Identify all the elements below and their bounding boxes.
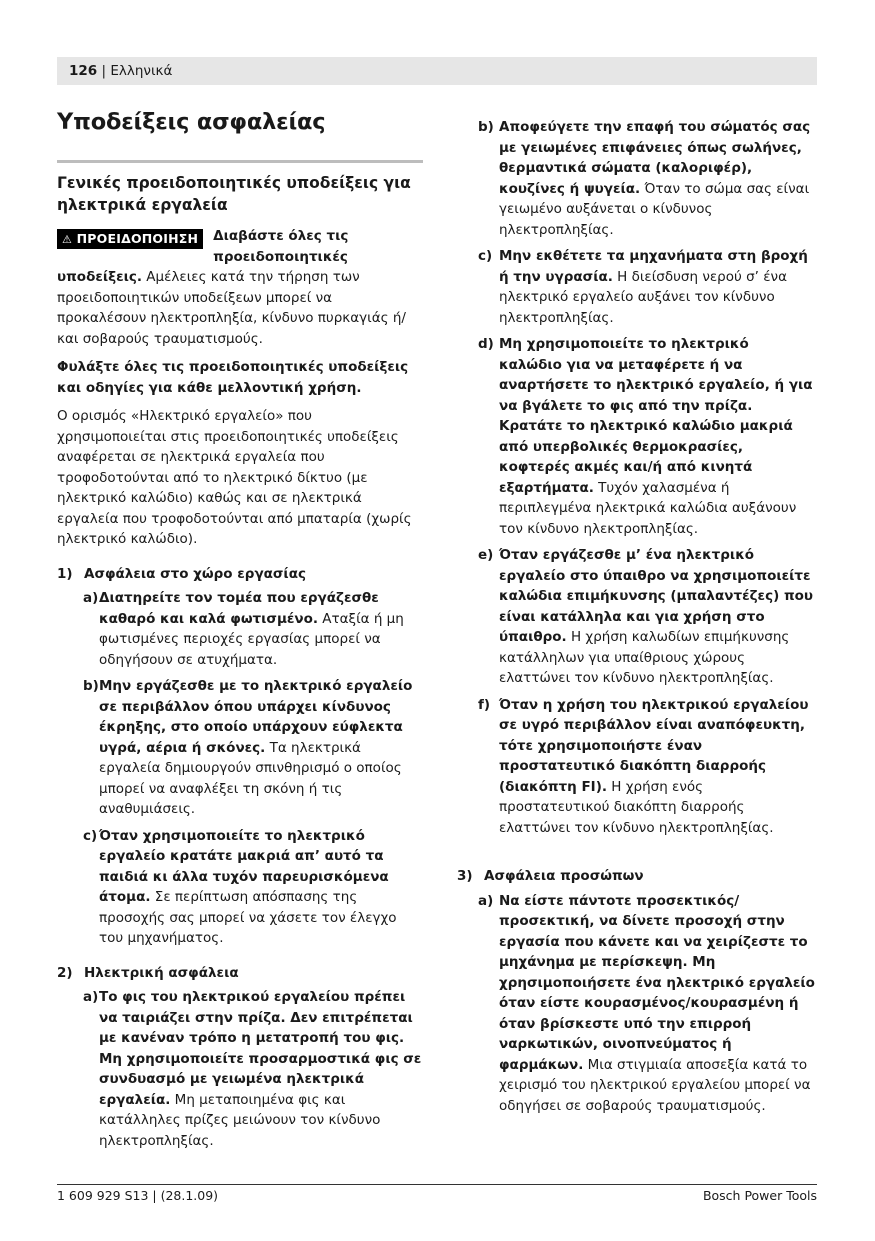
footer-doc-code: 1 609 929 S13 | (28.1.09) (57, 1188, 219, 1203)
item-letter: b) (83, 678, 99, 695)
item-letter: a) (478, 892, 494, 909)
warning-bold: Διαβάστε όλες τις προειδοποιητικές υποδείξεις. (57, 228, 349, 286)
footer-brand: Bosch Power Tools (702, 1188, 817, 1203)
definition-paragraph: Ο ορισμός «Ηλεκτρικό εργαλείο» που χρησιμοποιείται στις προειδοποιητικές υποδείξεις αναφέρεται σε ηλεκτρικά εργαλεία που τροφοδοτούνται από το ηλεκτρικό δίκτυο (με ηλεκτρικό καλώδιο) καθώς και σε ηλεκτρικά εργαλεία που τροφοδοτούνται από μπαταρία (χωρίς ηλεκτρικό καλώδιο). (57, 408, 412, 548)
item-bold-text: Μην εργάζεσθε με το ηλεκτρικό εργαλείο σε περιβάλλον όπου υπάρχει κίνδυνος έκρηξης, στο οποίο υπάρχουν εύφλεκτα υγρά, αέρια ή σκόνες. (99, 678, 413, 756)
warning-badge (57, 229, 203, 249)
item-letter: d) (478, 336, 494, 352)
item-letter: a) (83, 590, 99, 607)
left-column (57, 110, 423, 1157)
item-bold-text: Όταν εργάζεσθε μ’ ένα ηλεκτρικό εργαλείο στο ύπαιθρο να χρησιμοποιείτε καλώδια επιμήκυνσης (μπαλαντέζες) που είναι κατάλληλα και για χρήση στο ύπαιθρο. (499, 547, 814, 645)
section-1-heading: 1) Ασφάλεια στο χώρο εργασίας (57, 565, 306, 582)
item-text: Όταν το σώμα σας είναι γειωμένο αυξάνεται ο κίνδυνος ηλεκτροπληξίας. (499, 180, 810, 238)
item-letter: e) (478, 547, 494, 563)
safety-workplace-item (57, 676, 423, 820)
item-text: Η χρήση ενός προστατευτικού διακόπτη διαρροής ελαττώνει τον κίνδυνο ηλεκτροπληξίας. (499, 778, 774, 836)
electrical-safety-item (478, 334, 816, 539)
section-3-heading: 3) Ασφάλεια προσώπων (457, 868, 644, 884)
item-bold-text: Όταν χρησιμοποιείτε το ηλεκτρικό εργαλείο κρατάτε μακριά απ’ αυτό τα παιδιά κι άλλα τυχόν παρευρισκόμενα άτομα. (99, 827, 389, 906)
electrical-safety-item (478, 117, 816, 240)
item-letter: b) (478, 119, 494, 135)
item-text: Η διείσδυση νερού σ’ ένα ηλεκτρικό εργαλείο αυξάνει τον κίνδυνο ηλεκτροπληξίας. (499, 268, 787, 326)
header-language: Ελληνικά (110, 63, 173, 79)
item-bold-text: Το φις του ηλεκτρικού εργαλείου πρέπει να ταιριάζει στην πρίζα. Δεν επιτρέπεται με κανέναν τρόπο η μετατροπή του φις. Μη χρησιμοποιείτε προσαρμοστικά φις σε συνδυασμό με γειωμένα ηλεκτρικά εργαλεία. (99, 989, 422, 1108)
warning-block (57, 226, 423, 349)
safety-workplace-item (57, 588, 423, 670)
page-header (57, 57, 817, 85)
personal-safety-item (478, 891, 816, 1117)
right-column (457, 117, 816, 1122)
section-2-heading: 2) Ηλεκτρική ασφάλεια (57, 964, 239, 981)
item-text: Μη μεταποιημένα φις και κατάλληλες πρίζες μειώνουν τον κίνδυνο ηλεκτροπληξίας. (99, 1091, 381, 1149)
item-text: Τα ηλεκτρικά εργαλεία δημιουργούν σπινθηρισμό ο οποίος μπορεί να αναφλέξει τη σκόνη ή τις αναθυμιάσεις. (99, 739, 402, 818)
electrical-safety-item (478, 545, 816, 689)
warning-label: ΠΡΟΕΙΔΟΠΟΙΗΣΗ (76, 231, 199, 247)
item-bold-text: Διατηρείτε τον τομέα που εργάζεσθε καθαρό και καλά φωτισμένο. (99, 590, 379, 627)
header-separator: | (101, 63, 107, 79)
electrical-safety-item (478, 695, 816, 839)
item-bold-text: Να είστε πάντοτε προσεκτικός/προσεκτική, να δίνετε προσοχή στην εργασία που κάνετε και να χειρίζεστε το μηχάνημα με περίσκεψη. Μη χρησιμοποιήσετε ένα ηλεκτρικό εργαλείο όταν είστε κουρασμένος/κουρασμένη ή όταν βρίσκεστε υπό την επιρροή ναρκωτικών, οινοπνεύματος ή φαρμάκων. (499, 892, 815, 1073)
title-divider (57, 160, 423, 163)
warning-triangle-icon: ⚠ (62, 233, 73, 247)
item-letter: f) (478, 696, 491, 713)
item-text: Μια στιγμιαία αποσεξία κατά το χειρισμό του ηλεκτρικού εργαλείου μπορεί να οδηγήσει σε σοβαρούς τραυματισμούς. (499, 1056, 811, 1114)
item-letter: c) (478, 248, 493, 264)
page-number: 126 (69, 63, 98, 79)
item-bold-text: Αποφεύγετε την επαφή του σώματός σας με γειωμένες επιφάνειες όπως σωλήνες, θερμαντικά σώματα (καλοριφέρ), κουζίνες ή ψυγεία. (499, 119, 811, 197)
item-bold-text: Μη χρησιμοποιείτε το ηλεκτρικό καλώδιο για να μεταφέρετε ή να αναρτήσετε το ηλεκτρικό εργαλείο, ή για να βγάλετε το φις από την πρίζα. Κρατάτε το ηλεκτρικό καλώδιο μακριά από υπερβολικές θερμοκρασίες, κοφτερές ακμές και/ή από κινητά εξαρτήματα. (499, 336, 813, 496)
electrical-safety-item (478, 246, 816, 328)
item-text: Η χρήση καλωδίων επιμήκυνσης κατάλληλων για υπαίθριους χώρους ελαττώνει τον κίνδυνο ηλεκτροπληξίας. (499, 629, 790, 686)
warning-text: Αμέλειες κατά την τήρηση των προειδοποιητικών υποδείξεων μπορεί να προκαλέσουν ηλεκτροπληξία, κίνδυνο πυρκαγιάς ή/και σοβαρούς τραυματισμούς. (57, 269, 406, 347)
page-title: Υποδείξεις ασφαλείας (57, 109, 326, 135)
item-bold-text: Όταν η χρήση του ηλεκτρικού εργαλείου σε υγρό περιβάλλον είναι αναπόφευκτη, τότε χρησιμοποιήστε έναν προστατευτικό διακόπτη διαρροής (διακόπτη FI). (499, 696, 809, 795)
electrical-safety-item (57, 987, 423, 1151)
item-letter: c) (83, 827, 98, 844)
safety-workplace-item (57, 826, 423, 949)
item-text: Αταξία ή μη φωτισμένες περιοχές εργασίας μπορεί να οδηγήσουν σε ατυχήματα. (99, 610, 404, 668)
footer-divider (57, 1184, 817, 1185)
section-heading: Γενικές προειδοποιητικές υποδείξεις για ηλεκτρικά εργαλεία (57, 173, 411, 214)
item-text: Σε περίπτωση απόσπασης της προσοχής σας μπορεί να χάσετε τον έλεγχο του μηχανήματος. (99, 889, 397, 947)
item-letter: a) (83, 989, 99, 1006)
item-text: Τυχόν χαλασμένα ή περιπλεγμένα ηλεκτρικά καλώδια αυξάνουν τον κίνδυνο ηλεκτροπληξίας. (499, 479, 797, 537)
item-bold-text: Μην εκθέτετε τα μηχανήματα στη βροχή ή την υγρασία. (499, 248, 808, 285)
keep-instructions-note: Φυλάξτε όλες τις προειδοποιητικές υποδείξεις και οδηγίες για κάθε μελλοντική χρήση. (57, 359, 409, 396)
